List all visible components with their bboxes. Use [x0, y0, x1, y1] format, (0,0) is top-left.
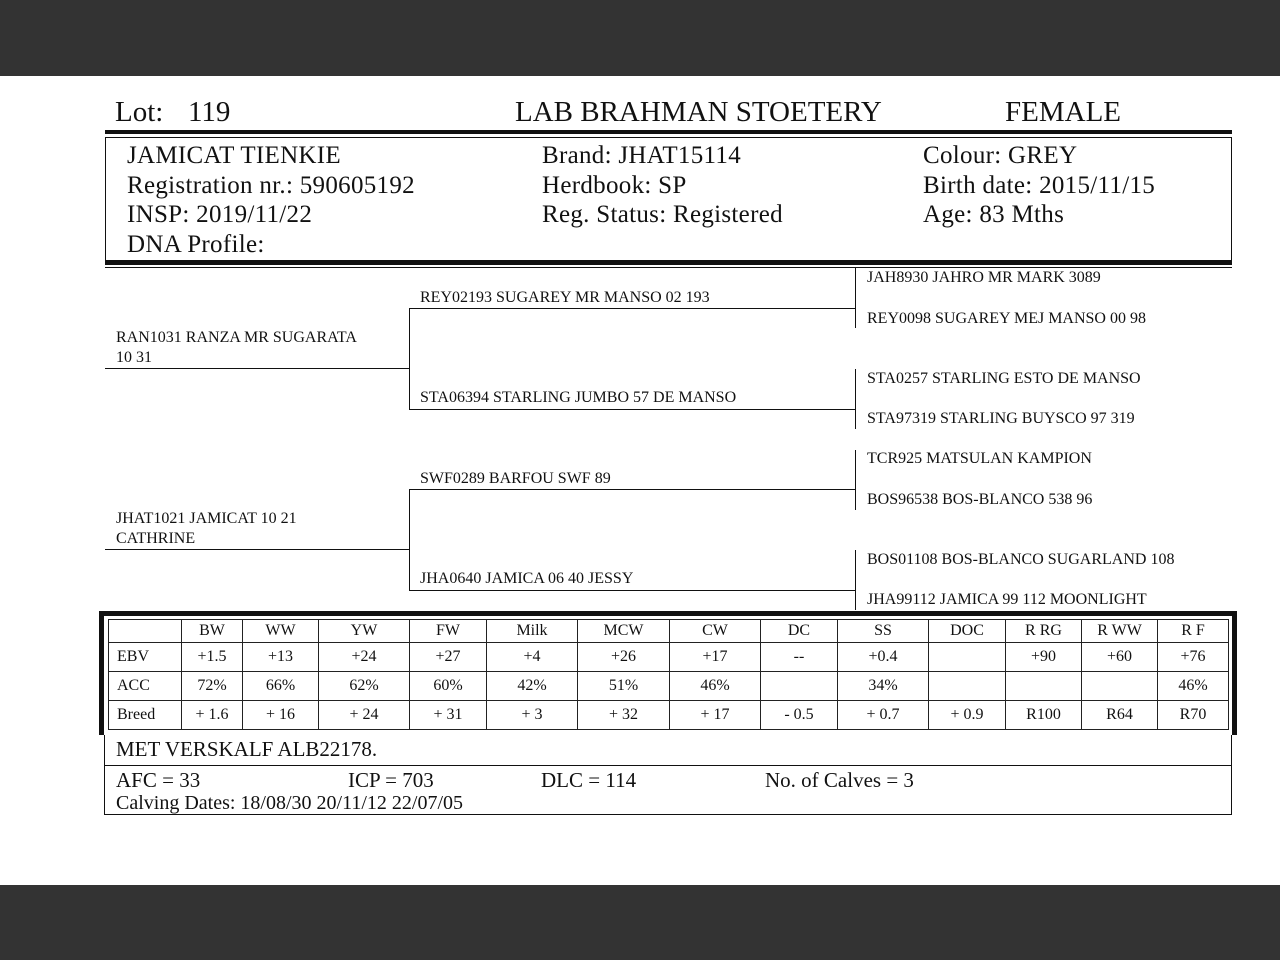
- registration-status: Reg. Status: Registered: [542, 201, 783, 228]
- birth-date: Birth date: 2015/11/15: [923, 172, 1156, 199]
- ebv-header-cell: R RG: [1006, 620, 1082, 643]
- ebv-header-cell: MCW: [578, 620, 670, 643]
- pedigree-ggp-8: JHA99112 JAMICA 99 112 MOONLIGHT: [867, 591, 1147, 608]
- ebv-cell: +0.4: [838, 643, 929, 672]
- stud-name: LAB BRAHMAN STOETERY: [515, 96, 882, 128]
- ebv-cell: [929, 643, 1006, 672]
- ebv-header-cell: BW: [182, 620, 243, 643]
- pedigree-dam-sire: SWF0289 BARFOU SWF 89: [420, 470, 611, 487]
- dna-profile: DNA Profile:: [127, 231, 265, 258]
- ebv-frame-top: [99, 611, 1237, 616]
- acc-cell: [1006, 672, 1082, 701]
- pedigree-ggp-5: TCR925 MATSULAN KAMPION: [867, 450, 1092, 467]
- sire-line: [105, 368, 409, 369]
- header-rule-thick: [105, 130, 1232, 134]
- breed-row-label: Breed: [109, 701, 182, 730]
- breed-cell: + 16: [243, 701, 319, 730]
- dam-dam-line: [409, 590, 855, 591]
- ggp-connector-4: [855, 550, 856, 610]
- acc-cell: [761, 672, 838, 701]
- ggp-connector-3: [855, 450, 856, 510]
- breed-cell: + 17: [670, 701, 761, 730]
- ebv-header-cell: WW: [243, 620, 319, 643]
- breed-cell: + 31: [410, 701, 487, 730]
- breed-cell: R70: [1158, 701, 1229, 730]
- breed-cell: + 1.6: [182, 701, 243, 730]
- info-rule-thick: [105, 260, 1232, 265]
- footer-box-left: [104, 735, 105, 815]
- dlc: DLC = 114: [541, 768, 637, 792]
- ebv-row: [109, 643, 1229, 672]
- colour: Colour: GREY: [923, 142, 1078, 169]
- lot-number: 119: [188, 96, 231, 128]
- herdbook: Herdbook: SP: [542, 172, 687, 199]
- pedigree-sire-dam: STA06394 STARLING JUMBO 57 DE MANSO: [420, 389, 737, 406]
- ebv-frame-left: [99, 611, 104, 735]
- dam-line: [105, 549, 409, 550]
- info-rule-thin: [105, 267, 1232, 268]
- ebv-header-cell: R F: [1158, 620, 1229, 643]
- ebv-header-cell: [109, 620, 182, 643]
- ebv-cell: +13: [243, 643, 319, 672]
- breed-cell: R100: [1006, 701, 1082, 730]
- age: Age: 83 Mths: [923, 201, 1065, 228]
- acc-cell: 66%: [243, 672, 319, 701]
- ebv-cell: +24: [319, 643, 410, 672]
- pedigree-dam-line2: CATHRINE: [116, 530, 196, 547]
- breed-cell: + 32: [578, 701, 670, 730]
- acc-cell: 51%: [578, 672, 670, 701]
- lot-sheet: [0, 76, 1280, 885]
- pedigree-sire-sire: REY02193 SUGAREY MR MANSO 02 193: [420, 289, 710, 306]
- ebv-header-cell: YW: [319, 620, 410, 643]
- breed-cell: + 3: [487, 701, 578, 730]
- registration-number: Registration nr.: 590605192: [127, 172, 415, 199]
- ebv-header-cell: R WW: [1082, 620, 1158, 643]
- ebv-frame-right: [1232, 611, 1237, 735]
- pedigree-sire: RAN1031 RANZA MR SUGARATA: [116, 329, 357, 346]
- breed-cell: + 24: [319, 701, 410, 730]
- inspection-date: INSP: 2019/11/22: [127, 201, 313, 228]
- pedigree-ggp-7: BOS01108 BOS-BLANCO SUGARLAND 108: [867, 551, 1175, 568]
- sire-dam-line: [409, 409, 855, 410]
- pedigree-ggp-2: REY0098 SUGAREY MEJ MANSO 00 98: [867, 310, 1146, 327]
- acc-cell: [929, 672, 1006, 701]
- info-box-right: [1231, 138, 1232, 260]
- acc-row: [109, 672, 1229, 701]
- ebv-header-cell: DC: [761, 620, 838, 643]
- ebv-row-label: EBV: [109, 643, 182, 672]
- ebv-header-cell: CW: [670, 620, 761, 643]
- afc: AFC = 33: [116, 768, 201, 792]
- animal-sex: FEMALE: [1005, 96, 1121, 128]
- number-of-calves: No. of Calves = 3: [765, 768, 914, 792]
- ebv-header-row: [109, 620, 1229, 643]
- ebv-header-cell: SS: [838, 620, 929, 643]
- animal-name: JAMICAT TIENKIE: [127, 142, 341, 169]
- breed-cell: + 0.9: [929, 701, 1006, 730]
- pedigree-ggp-3: STA0257 STARLING ESTO DE MANSO: [867, 370, 1141, 387]
- pedigree-dam-dam: JHA0640 JAMICA 06 40 JESSY: [420, 570, 634, 587]
- breed-row: [109, 701, 1229, 730]
- lot-label: Lot:: [115, 96, 164, 128]
- pedigree-ggp-6: BOS96538 BOS-BLANCO 538 96: [867, 491, 1093, 508]
- breed-cell: - 0.5: [761, 701, 838, 730]
- pedigree-ggp-4: STA97319 STARLING BUYSCO 97 319: [867, 410, 1135, 427]
- header-rule-thin: [105, 137, 1232, 138]
- acc-cell: 72%: [182, 672, 243, 701]
- pedigree-ggp-1: JAH8930 JAHRO MR MARK 3089: [867, 269, 1101, 286]
- ebv-cell: --: [761, 643, 838, 672]
- pedigree-sire-line2: 10 31: [116, 349, 152, 366]
- ebv-header-cell: Milk: [487, 620, 578, 643]
- acc-cell: 46%: [1158, 672, 1229, 701]
- acc-cell: 34%: [838, 672, 929, 701]
- ebv-cell: +27: [410, 643, 487, 672]
- acc-cell: 42%: [487, 672, 578, 701]
- ebv-cell: +4: [487, 643, 578, 672]
- dam-sire-line: [409, 489, 855, 490]
- ebv-cell: +26: [578, 643, 670, 672]
- acc-cell: 60%: [410, 672, 487, 701]
- ggp-connector-2: [855, 369, 856, 429]
- pedigree-dam: JHAT1021 JAMICAT 10 21: [116, 510, 297, 527]
- ebv-cell: +1.5: [182, 643, 243, 672]
- acc-cell: 62%: [319, 672, 410, 701]
- ebv-table: [108, 619, 1229, 730]
- ebv-cell: +76: [1158, 643, 1229, 672]
- breed-cell: R64: [1082, 701, 1158, 730]
- acc-row-label: ACC: [109, 672, 182, 701]
- brand: Brand: JHAT15114: [542, 142, 742, 169]
- calving-dates: Calving Dates: 18/08/30 20/11/12 22/07/05: [116, 792, 464, 814]
- sire-sire-line: [409, 308, 855, 309]
- ebv-cell: +90: [1006, 643, 1082, 672]
- icp: ICP = 703: [348, 768, 434, 792]
- ebv-header-cell: DOC: [929, 620, 1006, 643]
- ebv-cell: +17: [670, 643, 761, 672]
- ggp-connector-1: [855, 268, 856, 328]
- info-box-left: [105, 138, 106, 260]
- footer-divider: [104, 765, 1232, 766]
- ebv-cell: +60: [1082, 643, 1158, 672]
- dam-connector: [409, 489, 410, 591]
- ebv-header-cell: FW: [410, 620, 487, 643]
- acc-cell: [1082, 672, 1158, 701]
- sire-connector: [409, 308, 410, 410]
- footer-box-right: [1231, 735, 1232, 815]
- footer-note: MET VERSKALF ALB22178.: [116, 737, 378, 761]
- acc-cell: 46%: [670, 672, 761, 701]
- breed-cell: + 0.7: [838, 701, 929, 730]
